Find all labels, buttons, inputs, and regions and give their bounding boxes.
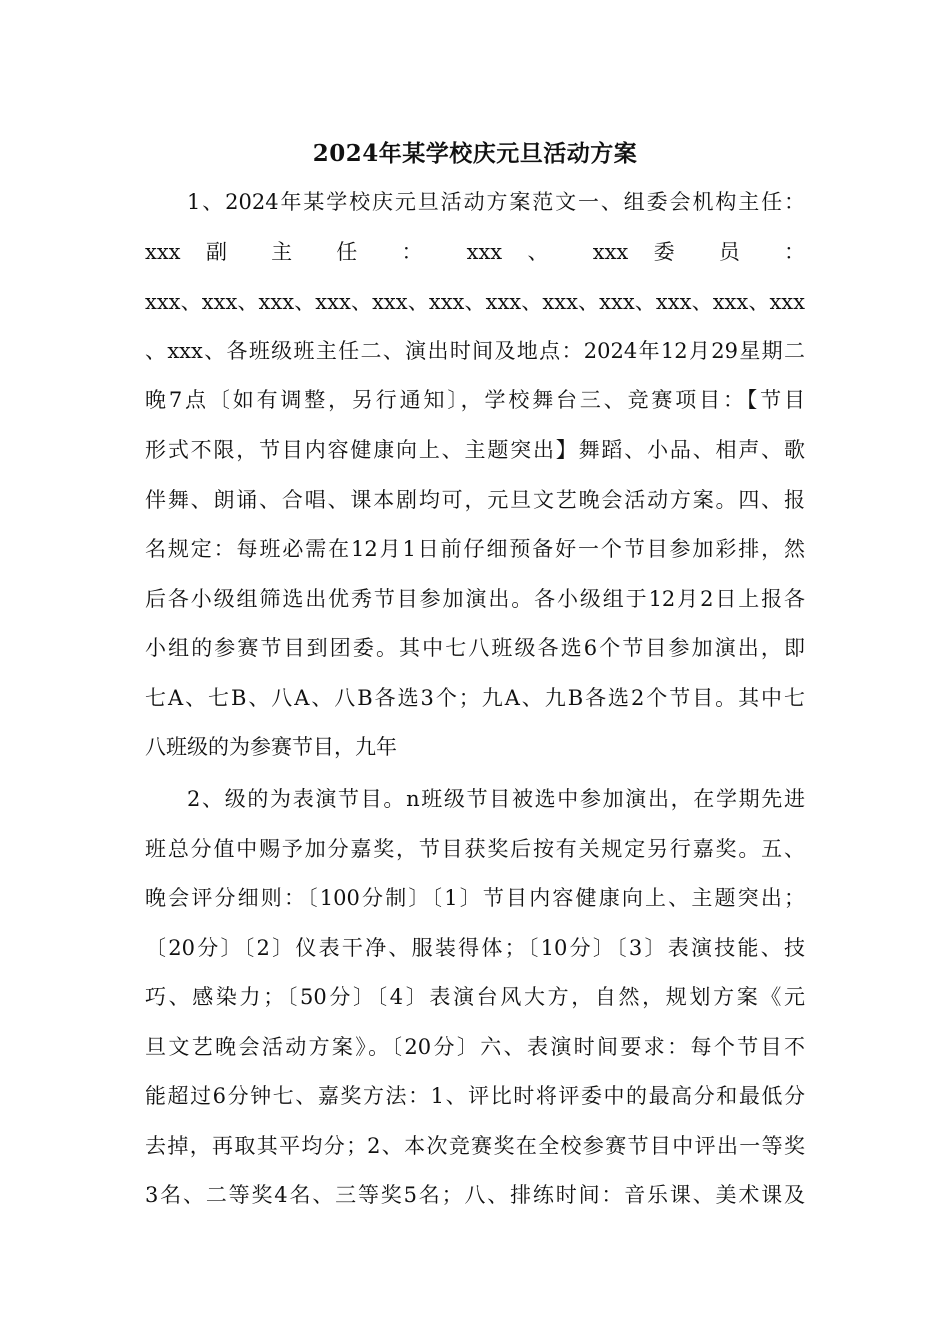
paragraph-1-line-8: 名规定：每班必需在12月1日前仔细预备好一个节目参加彩排，然 (145, 537, 805, 561)
paragraph-2-line-6: 旦文艺晚会活动方案》。〔20分〕六、表演时间要求：每个节目不 (145, 1035, 805, 1059)
paragraph-2-line-4: 〔20分〕〔2〕仪表干净、服装得体；〔10分〕〔3〕表演技能、技 (145, 936, 805, 960)
paragraph-1-line-4: 、xxx、各班级班主任二、演出时间及地点：2024年12月29星期二 (145, 339, 805, 363)
paragraph-2-line-1: 2、级的为表演节目。n班级节目被选中参加演出，在学期先进 (187, 787, 805, 811)
paragraph-1-line-10: 小组的参赛节目到团委。其中七八班级各选6个节目参加演出，即 (145, 636, 805, 660)
paragraph-1-line-11: 七A、七B、八A、八B各选3个；九A、九B各选2个节目。其中七 (145, 686, 805, 710)
paragraph-1-line-3: xxx、xxx、xxx、xxx、xxx、xxx、xxx、xxx、xxx、xxx、xxx、xxx (145, 290, 805, 314)
paragraph-1-line-7: 伴舞、朗诵、合唱、课本剧均可，元旦文艺晚会活动方案。四、报 (145, 488, 805, 512)
paragraph-1-line-5: 晚7点〔如有调整，另行通知〕，学校舞台三、竞赛项目：【节目 (145, 388, 805, 412)
paragraph-1-line-12: 八班级的为参赛节目，九年 (145, 735, 397, 759)
document-title: 2024年某学校庆元旦活动方案 (312, 140, 638, 167)
paragraph-2-line-8: 去掉，再取其平均分；2、本次竞赛奖在全校参赛节目中评出一等奖 (145, 1134, 805, 1158)
paragraph-2-line-3: 晚会评分细则：〔100分制〕〔1〕节目内容健康向上、主题突出； (145, 886, 805, 910)
paragraph-1-line-1: 1、2024年某学校庆元旦活动方案范文一、组委会机构主任： (187, 190, 805, 214)
paragraph-2-line-2: 班总分值中赐予加分嘉奖，节目获奖后按有关规定另行嘉奖。五、 (145, 837, 805, 861)
paragraph-1-line-2: xxx 副 主 任 ： xxx 、 xxx 委 员 ： (145, 240, 805, 264)
paragraph-1-line-6: 形式不限，节目内容健康向上、主题突出】舞蹈、小品、相声、歌 (145, 438, 805, 462)
paragraph-2-line-5: 巧、感染力；〔50分〕〔4〕表演台风大方，自然，规划方案《元 (145, 985, 805, 1009)
paragraph-2-line-7: 能超过6分钟七、嘉奖方法：1、评比时将评委中的最高分和最低分 (145, 1084, 805, 1108)
paragraph-1-line-9: 后各小级组筛选出优秀节目参加演出。各小级组于12月2日上报各 (145, 587, 805, 611)
paragraph-2-line-9: 3名、二等奖4名、三等奖5名；八、排练时间：音乐课、美术课及 (145, 1183, 805, 1207)
